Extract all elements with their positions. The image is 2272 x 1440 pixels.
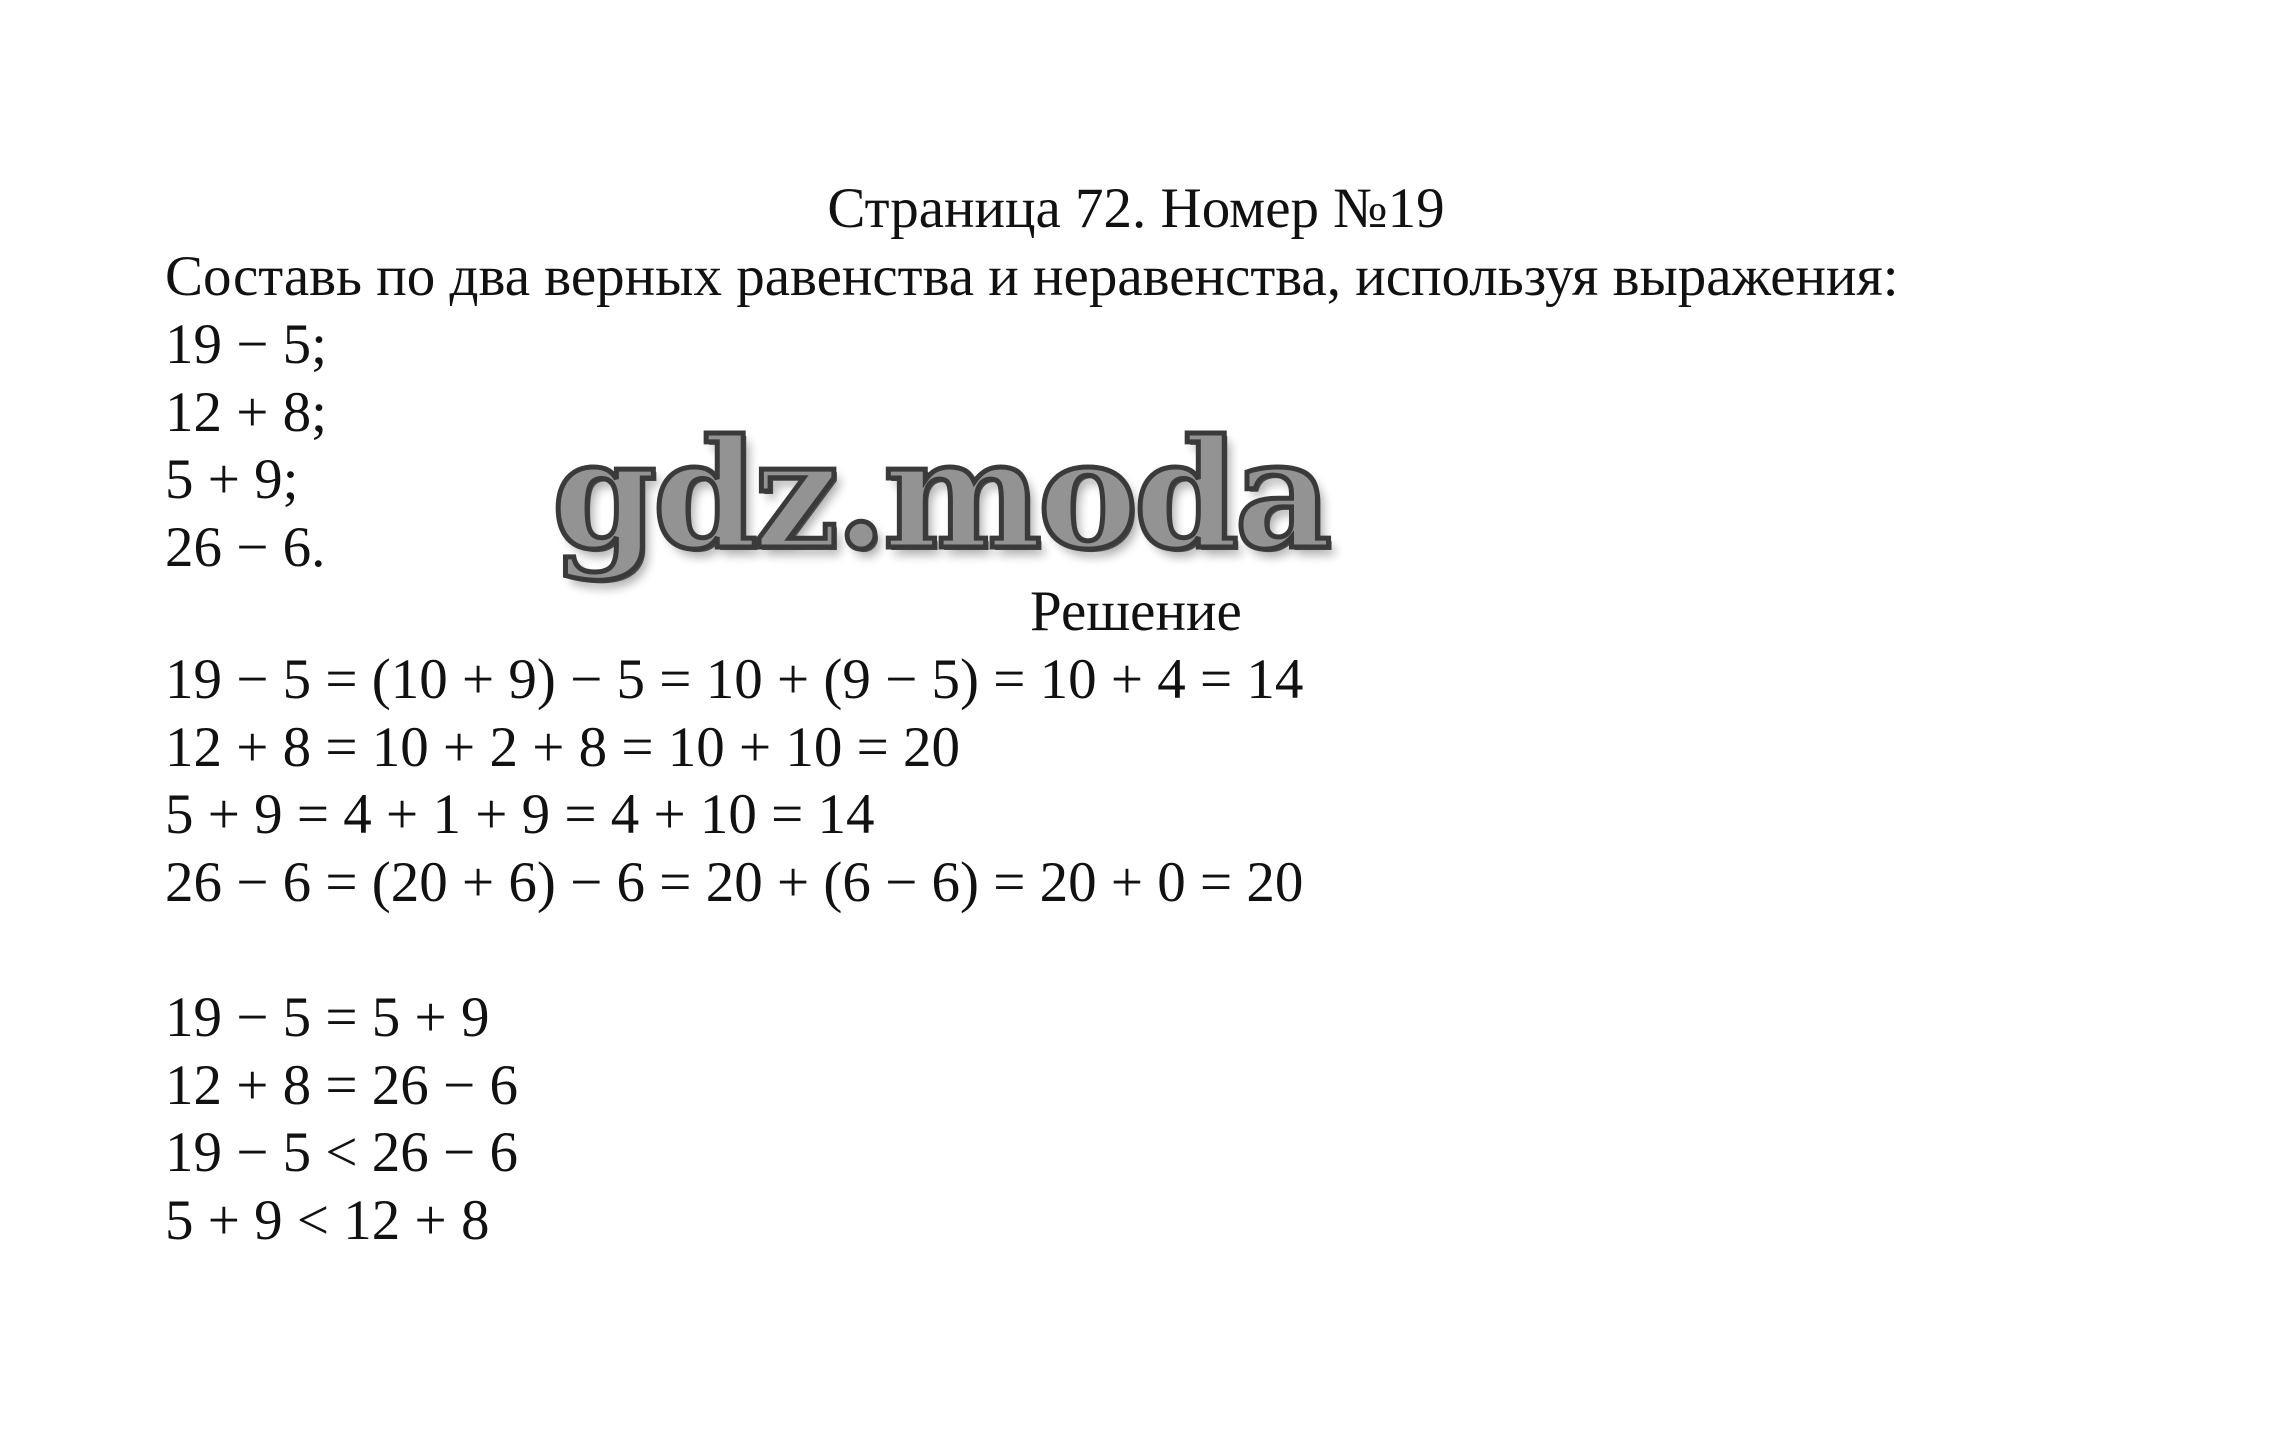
expression-item: 12 + 8;: [165, 381, 327, 444]
calculation-line: 12 + 8 = 10 + 2 + 8 = 10 + 10 = 20: [165, 716, 961, 779]
answer-line: 19 − 5 < 26 − 6: [165, 1121, 518, 1184]
answer-line: 19 − 5 = 5 + 9: [165, 986, 490, 1049]
calculation-line: 26 − 6 = (20 + 6) − 6 = 20 + (6 − 6) = 20 + 0 = 20: [165, 851, 1304, 914]
task-text: Составь по два верных равенства и неравенства, используя выражения:: [165, 245, 1899, 308]
answer-line: 12 + 8 = 26 − 6: [165, 1054, 518, 1117]
solution-heading: Решение: [1030, 580, 1242, 643]
calculation-line: 19 − 5 = (10 + 9) − 5 = 10 + (9 − 5) = 10 + 4 = 14: [165, 648, 1304, 711]
expression-item: 26 − 6.: [165, 516, 326, 579]
expression-item: 19 − 5;: [165, 313, 327, 376]
calculation-line: 5 + 9 = 4 + 1 + 9 = 4 + 10 = 14: [165, 783, 875, 846]
watermark-logo: gdz.moda: [552, 407, 1329, 583]
answer-line: 5 + 9 < 12 + 8: [165, 1189, 490, 1252]
expression-item: 5 + 9;: [165, 448, 299, 511]
page-title: Страница 72. Номер №19: [827, 177, 1445, 240]
